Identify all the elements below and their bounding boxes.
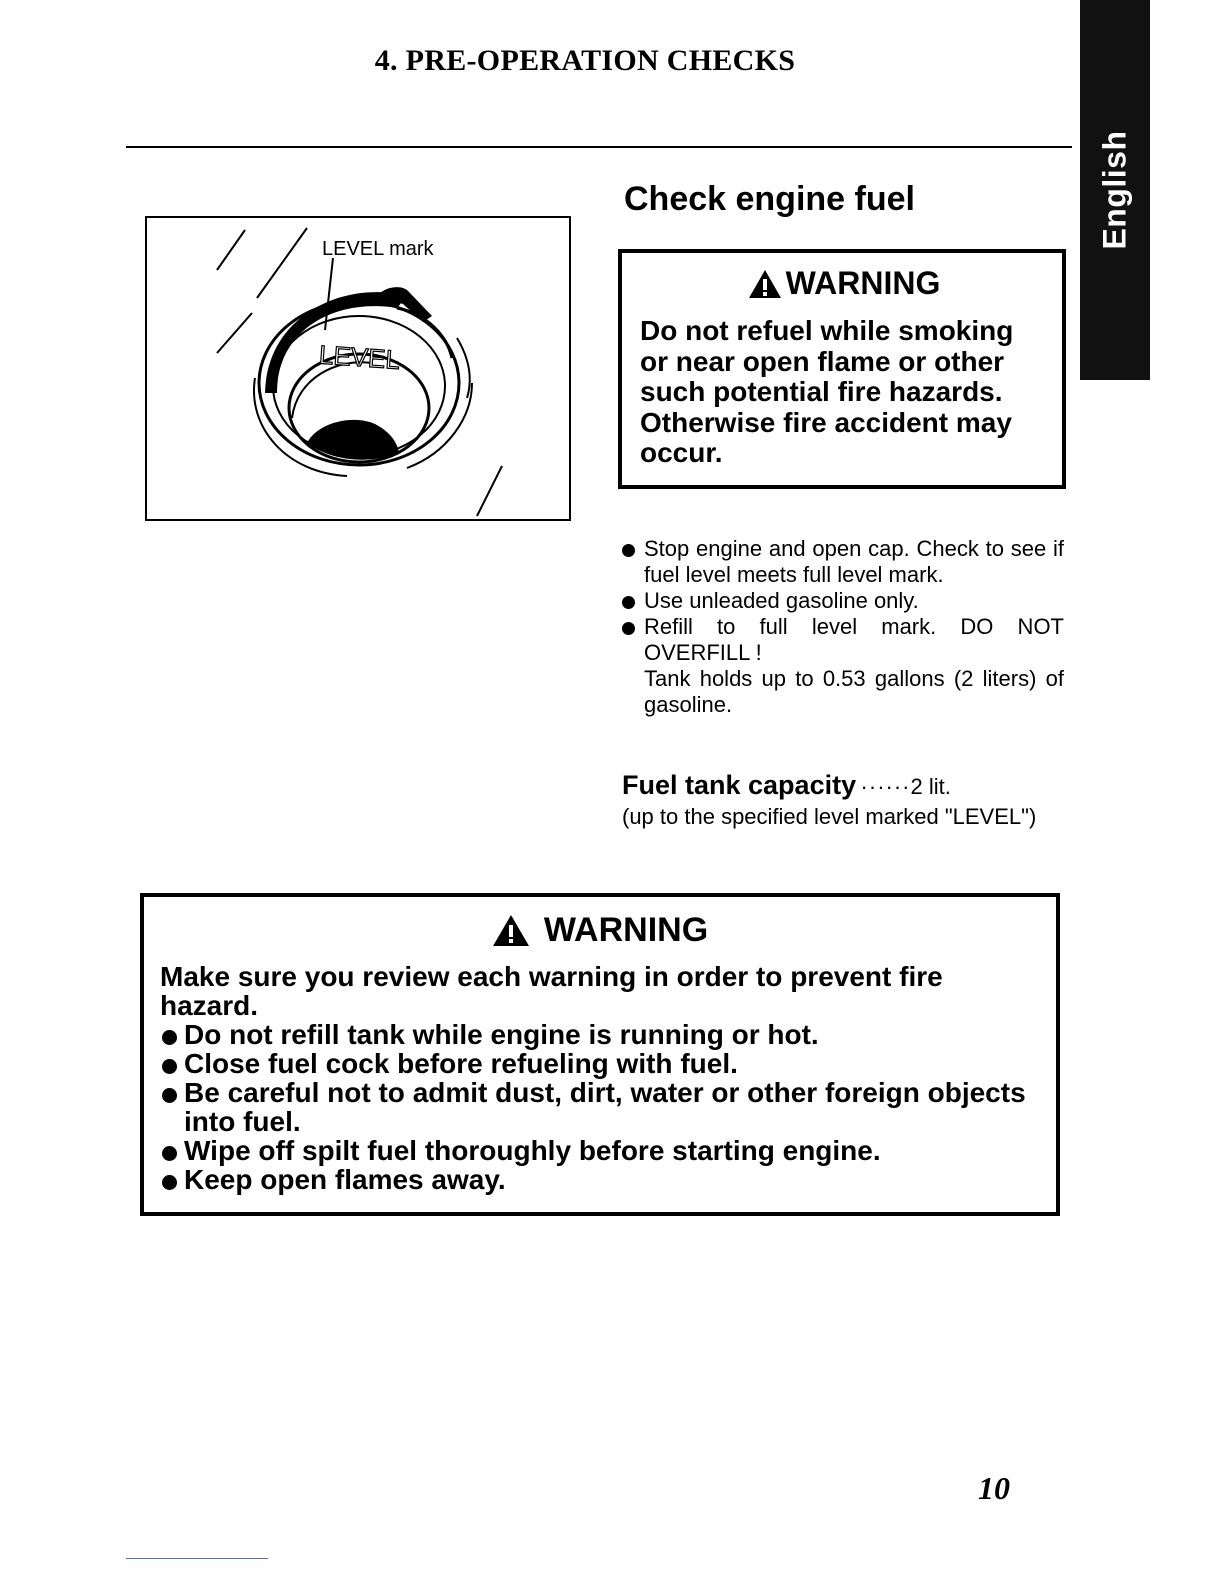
- warning-list: [160, 1020, 1040, 1194]
- language-tab: [1080, 0, 1150, 380]
- list-item: Keep open flames away.: [160, 1165, 1040, 1194]
- fuel-level-illustration: [145, 216, 571, 521]
- bullet-icon: [162, 1088, 177, 1103]
- warning-intro: Make sure you review each warning in order to prevent fire hazard.: [160, 961, 943, 1021]
- capacity-label: Fuel tank capacity: [622, 770, 857, 800]
- level-emboss-text: LEVEL: [318, 339, 401, 375]
- bullet-icon: [162, 1059, 177, 1074]
- list-item: Refill to full level mark. DO NOT OVERFILL !: [622, 614, 1064, 666]
- list-item: Do not refill tank while engine is running or hot.: [160, 1020, 1040, 1049]
- warning-heading-text: WARNING: [543, 911, 709, 949]
- bullet-icon: [622, 622, 635, 635]
- refuel-warning-box: [618, 249, 1066, 489]
- tank-note: Tank holds up to 0.53 gallons (2 liters) of gasoline.: [644, 666, 1064, 717]
- capacity-note: (up to the specified level marked "LEVEL"): [622, 804, 1037, 829]
- footer-rule: [126, 1558, 268, 1559]
- warning-heading: [160, 911, 1040, 950]
- check-fuel-title: Check engine fuel: [624, 180, 915, 218]
- list-item: Wipe off spilt fuel thoroughly before starting engine.: [160, 1136, 1040, 1165]
- warning-triangle-icon: [748, 269, 782, 299]
- list-item: Stop engine and open cap. Check to see if fuel level meets full level mark.: [622, 536, 1064, 588]
- fire-hazard-warning-box: [140, 893, 1060, 1216]
- fuel-tank-capacity: [622, 770, 1064, 801]
- list-item: Close fuel cock before refueling with fuel.: [160, 1049, 1040, 1078]
- list-item: Use unleaded gasoline only.: [622, 588, 1064, 614]
- bullet-icon: [162, 1030, 177, 1045]
- list-item: Be careful not to admit dust, dirt, water or other foreign objects into fuel.: [160, 1078, 1040, 1136]
- bullet-icon: [162, 1175, 177, 1190]
- level-mark-label: LEVEL mark: [322, 238, 434, 260]
- warning-heading-text: WARNING: [785, 265, 941, 301]
- header-divider: [126, 146, 1072, 148]
- fuel-filler-drawing: [147, 218, 573, 523]
- warning-heading: [640, 265, 1048, 302]
- refuel-warning-text: Do not refuel while smoking or near open flame or other such potential fire hazards. Otherwise fire accident may occur.: [640, 315, 1014, 468]
- page-number: 10: [978, 1470, 1010, 1506]
- capacity-leader-dots: ······: [860, 774, 911, 799]
- section-title: 4. PRE-OPERATION CHECKS: [374, 44, 796, 77]
- bullet-icon: [162, 1146, 177, 1161]
- bullet-icon: [622, 544, 635, 557]
- warning-triangle-icon: [492, 914, 530, 947]
- fuel-check-steps: [622, 536, 1064, 718]
- bullet-icon: [622, 596, 635, 609]
- language-tab-label: English: [1096, 130, 1133, 250]
- capacity-value: 2 lit.: [910, 774, 951, 799]
